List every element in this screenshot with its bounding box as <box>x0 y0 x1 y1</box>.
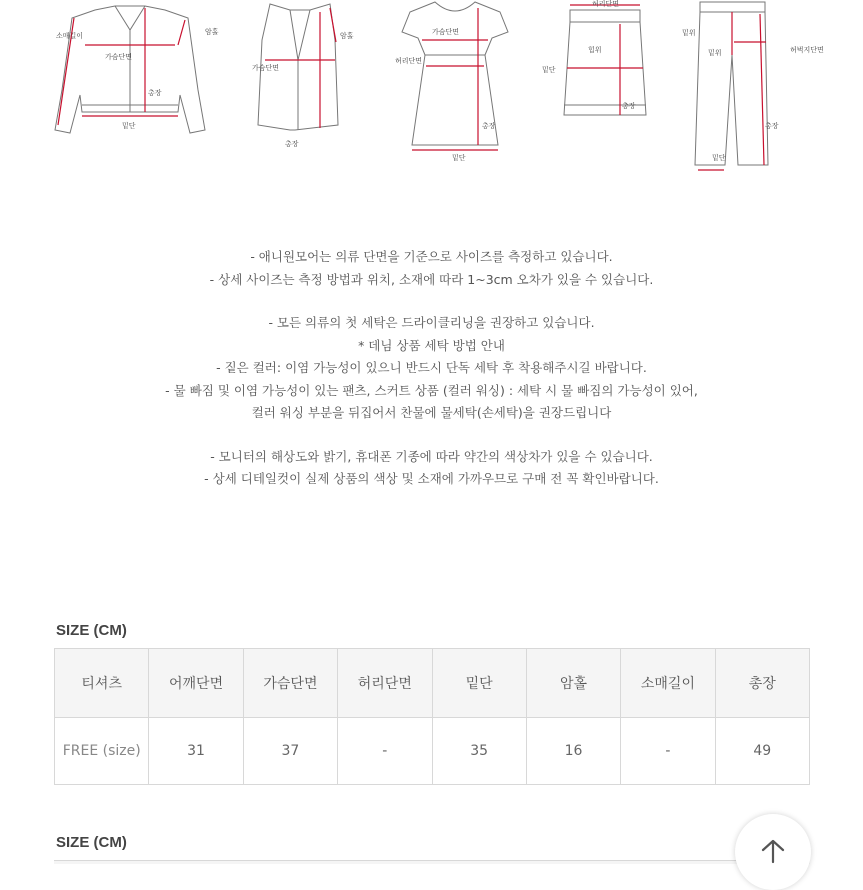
size-header-cell: 어깨단면 <box>149 649 243 718</box>
dress-chest-label: 가슴단면 <box>432 28 460 36</box>
vest-chest-label: 가슴단면 <box>252 64 280 72</box>
notice-line: - 상세 디테일컷이 실제 상품의 색상 및 소재에 가까우므로 구매 전 꼭 확인바랍니다. <box>204 471 659 486</box>
scroll-top-button[interactable] <box>735 814 811 890</box>
jacket-diagram <box>40 0 240 160</box>
skirt-hip-label: 힙위 <box>588 46 602 54</box>
size-header-cell: 티셔츠 <box>55 649 149 718</box>
size-header-cell: 암홀 <box>526 649 620 718</box>
vest-diagram <box>240 0 360 160</box>
notice-line: - 모니터의 해상도와 밝기, 휴대폰 기종에 따라 약간의 색상차가 있을 수 있습니다. <box>210 448 653 464</box>
skirt-length-label: 총장 <box>622 102 636 110</box>
size-cell: 31 <box>149 718 243 785</box>
notice-gap <box>0 425 863 446</box>
dress-waist-label: 허리단면 <box>395 57 423 65</box>
size-cell: 35 <box>432 718 526 785</box>
size-header-cell: 밑단 <box>432 649 526 718</box>
pants-thigh-label: 허벅지단면 <box>790 46 824 54</box>
dress-diagram <box>380 0 530 165</box>
notice-line: - 짙은 컬러: 이염 가능성이 있으니 반드시 단독 세탁 후 착용해주시길 바랍니다. <box>216 360 647 375</box>
notice-line: 컬러 워싱 부분을 뒤집어서 찬물에 물세탁(손세탁)을 권장드립니다 <box>251 405 612 420</box>
notice-line: - 애니원모어는 의류 단면을 기준으로 사이즈를 측정하고 있습니다. <box>250 249 613 264</box>
skirt-diagram <box>540 0 670 140</box>
notice-line: - 상세 사이즈는 측정 방법과 위치, 소재에 따라 1~3cm 오차가 있을 수 있습니다. <box>209 271 654 287</box>
size-table <box>54 648 810 785</box>
vest-armhole-label: 암홀 <box>340 32 354 40</box>
size-cell: 49 <box>715 718 809 785</box>
arrow-up-icon <box>759 838 787 864</box>
size-table-header-row <box>55 649 810 718</box>
notice-line: - 물 빠짐 및 이염 가능성이 있는 팬츠, 스커트 상품 (컬러 워싱) : 세탁 시 물 빠짐의 가능성이 있어, <box>165 382 698 398</box>
notice-line: - 모든 의류의 첫 세탁은 드라이클리닝을 권장하고 있습니다. <box>268 315 595 330</box>
size-cell: - <box>621 718 715 785</box>
jacket-chest-label: 가슴단면 <box>105 53 133 61</box>
size-notice <box>0 246 863 491</box>
size-cell: - <box>338 718 432 785</box>
pants-rise-label-inner: 밑위 <box>708 49 722 57</box>
skirt-waist-label: 허리단면 <box>592 0 620 8</box>
size-cell: FREE (size) <box>55 718 149 785</box>
size-header-cell: 허리단면 <box>338 649 432 718</box>
size-header-cell: 가슴단면 <box>243 649 337 718</box>
size-header-cell: 소매길이 <box>621 649 715 718</box>
skirt-hem-label: 밑단 <box>542 66 556 74</box>
pants-length-label: 총장 <box>765 122 779 130</box>
dress-length-label: 총장 <box>482 122 496 130</box>
size-section-title: SIZE (CM) <box>56 622 127 639</box>
size-cell: 37 <box>243 718 337 785</box>
dress-hem-label: 밑단 <box>452 154 466 162</box>
jacket-length-label: 총장 <box>148 89 162 97</box>
size-header-cell: 총장 <box>715 649 809 718</box>
jacket-hem-label: 밑단 <box>122 122 136 130</box>
pants-diagram <box>680 0 824 175</box>
table-row <box>55 718 810 785</box>
notice-gap <box>0 291 863 312</box>
jacket-armhole-label: 암홀 <box>205 28 219 36</box>
size-table-2-edge <box>54 860 810 864</box>
pants-hem-label: 밑단 <box>712 154 726 162</box>
vest-length-label: 총장 <box>285 140 299 148</box>
size-cell: 16 <box>526 718 620 785</box>
measurement-diagrams <box>0 0 863 180</box>
notice-line: * 데님 상품 세탁 방법 안내 <box>358 337 505 353</box>
jacket-sleeve-label: 소매길이 <box>56 32 84 40</box>
size-section-title-2: SIZE (CM) <box>56 834 127 851</box>
pants-rise-label: 밑위 <box>682 29 696 37</box>
